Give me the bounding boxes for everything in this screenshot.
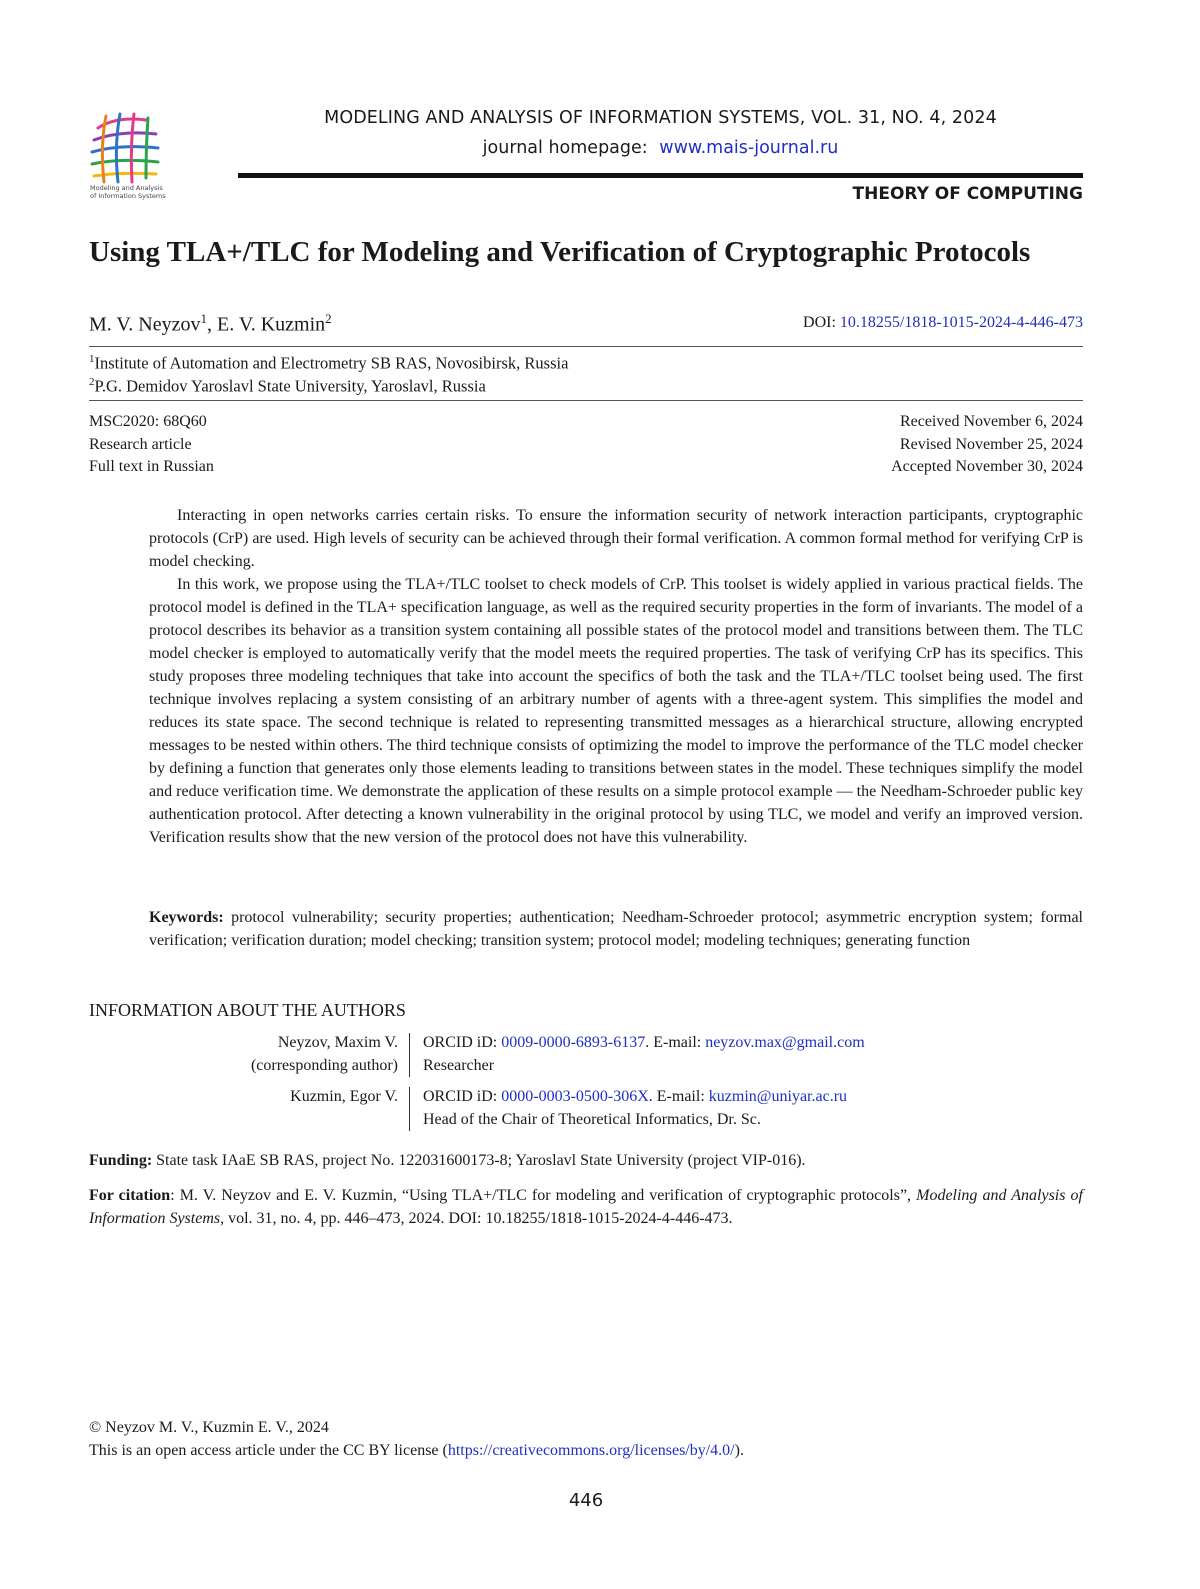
article-language: Full text in Russian: [89, 458, 214, 475]
email-label: . E-mail:: [645, 1034, 702, 1051]
logo-caption-line-2: of Information Systems: [90, 192, 166, 200]
orcid-link[interactable]: 0009-0000-6893-6137: [501, 1034, 646, 1051]
abstract: [149, 504, 1083, 849]
affiliation-1: [89, 353, 568, 374]
author-info-ids: [423, 1085, 847, 1108]
page-number: 446: [568, 1490, 604, 1511]
author-info-separator: [409, 1033, 410, 1077]
article-meta-left: [89, 411, 214, 479]
email-label: . E-mail:: [648, 1088, 705, 1105]
received-date: Received November 6, 2024: [899, 413, 1083, 430]
article-type: Research article: [89, 435, 192, 453]
author-info-separator: [409, 1087, 410, 1131]
author-info-row: [89, 1031, 1083, 1077]
abstract-paragraph-2: In this work, we propose using the TLA+/TLC toolset to check models of CrP. This toolset is widely applied in various practical fields. The protocol model is defined in the TLA+ specification language, as well as the required security properties in the form of invariants. The model of a protocol describes its behavior as a transition system containing all possible states of the protocol model and transitions between them. The TLC model checker is employed to automatically verify that the model meets the required properties. The task of verifying CrP has its specifics. This study proposes three modeling techniques that take into account the specifics of both the task and the TLA+/TLC toolset being used. The first technique involves replacing a system consisting of an arbitrary number of agents with a three-agent system. This simplifies the model and reduces its state space. The second technique is related to representing transmitted messages as a hierarchical structure, allowing encrypted messages to be nested within others. The third technique consists of optimizing the model to improve the performance of the TLC model checker by defining a function that generates only those elements leading to transitions between states in the model. These techniques simplify the model and reduce verification time. We demonstrate the application of these results on a simple protocol example — the Needham-Schroeder public key authentication protocol. After detecting a known vulnerability in the original protocol by using TLC, we model and verify an improved version. Verification results show that the new version of the protocol does not have this vulnerability.: [149, 576, 1083, 846]
author-info-name: Kuzmin, Egor V.: [290, 1088, 398, 1105]
header-rule: [238, 173, 1083, 178]
journal-homepage: [238, 138, 1083, 158]
keywords-label: Keywords:: [149, 909, 224, 926]
email-link[interactable]: kuzmin@uniyar.ac.ru: [708, 1088, 848, 1105]
author-name: E. V. Kuzmin: [216, 313, 326, 336]
abstract-paragraph-1: Interacting in open networks carries certain risks. To ensure the information security of network interaction participants, cryptographic protocols (CrP) are used. High levels of security can be achieved through their formal verification. A common formal method for verifying CrP is model checking.: [149, 507, 1083, 570]
author-affil-ref: 2: [325, 311, 332, 326]
revised-date: Revised November 25, 2024: [899, 435, 1083, 453]
author-info-name: Neyzov, Maxim V.: [277, 1034, 398, 1051]
citation: [89, 1184, 1083, 1230]
article-authors: M. V. Neyzov$^1$, E. V. Kuzmin$^2$: [89, 311, 332, 336]
funding: [89, 1149, 1083, 1172]
article-dates: [891, 411, 1083, 479]
citation-text: : M. V. Neyzov and E. V. Kuzmin, “Using TLA+/TLC for modeling and verification of cryptographic protocols”,: [170, 1187, 917, 1204]
affil-number: 2: [89, 376, 95, 388]
authors-info-heading: INFORMATION ABOUT THE AUTHORS: [89, 1000, 406, 1020]
orcid-label: ORCID iD:: [423, 1088, 498, 1105]
keywords: [149, 906, 1083, 952]
doi-label: DOI:: [803, 314, 836, 331]
license-link[interactable]: https://creativecommons.org/licenses/by/4.0/: [447, 1442, 735, 1459]
journal-name: MODELING AND ANALYSIS OF INFORMATION SYSTEMS, VOL. 31, NO. 4, 2024: [324, 108, 997, 128]
funding-text: State task IAaE SB RAS, project No. 122031600173-8; Yaroslavl State University (project VIP-016).: [156, 1152, 806, 1169]
affil-text: P.G. Demidov Yaroslavl State University, Yaroslavl, Russia: [94, 376, 486, 396]
article-title: Using TLA+/TLC for Modeling and Verification of Cryptographic Protocols: [89, 236, 1031, 268]
affil-text: Institute of Automation and Electrometry SB RAS, Novosibirsk, Russia: [94, 353, 569, 373]
journal-logo-icon: [86, 106, 170, 202]
author-info-position: Researcher: [423, 1057, 495, 1074]
doi-link[interactable]: 10.18255/1818-1015-2024-4-446-473: [839, 314, 1083, 331]
citation-journal: Modeling and Analysis of Information Systems: [89, 1187, 1083, 1227]
license-close: ).: [734, 1442, 744, 1459]
msc-code: MSC2020: 68Q60: [89, 413, 207, 430]
logo-caption-line-1: Modeling and Analysis: [90, 184, 163, 192]
author-info-position: Head of the Chair of Theoretical Informatics, Dr. Sc.: [423, 1111, 761, 1128]
accepted-date: Accepted November 30, 2024: [891, 458, 1083, 475]
divider: [89, 400, 1083, 401]
author-info-role: (corresponding author): [250, 1057, 398, 1074]
copyright: © Neyzov M. V., Kuzmin E. V., 2024: [89, 1419, 329, 1436]
email-link[interactable]: neyzov.max@gmail.com: [705, 1034, 865, 1051]
author-info-row: [89, 1085, 1083, 1131]
keywords-text: protocol vulnerability; security properties; authentication; Needham-Schroeder protocol; asymmetric encryption system; formal verification; verification duration; model checking; transition system; protocol model; modeling techniques; generating function: [149, 909, 1083, 949]
license: [89, 1439, 744, 1462]
section-label: THEORY OF COMPUTING: [852, 184, 1083, 204]
divider: [89, 346, 1083, 347]
homepage-label: journal homepage:: [482, 138, 648, 158]
author-info-ids: [423, 1031, 865, 1054]
footer: [89, 1416, 744, 1462]
author-name: M. V. Neyzov: [89, 313, 201, 336]
orcid-link[interactable]: 0000-0003-0500-306X: [501, 1088, 649, 1105]
citation-details: , vol. 31, no. 4, pp. 446–473, 2024. DOI: 10.18255/1818-1015-2024-4-446-473.: [220, 1210, 733, 1227]
affil-number: 1: [89, 353, 95, 365]
citation-label: For citation: [89, 1187, 171, 1204]
journal-logo: [86, 106, 170, 202]
author-affil-ref: 1: [200, 311, 207, 326]
license-text: This is an open access article under the CC BY license (: [89, 1442, 448, 1459]
funding-label: Funding:: [89, 1152, 153, 1169]
doi: [803, 314, 1083, 332]
affiliation-2: [89, 376, 486, 397]
orcid-label: ORCID iD:: [423, 1034, 498, 1051]
homepage-link[interactable]: www.mais-journal.ru: [659, 138, 839, 158]
